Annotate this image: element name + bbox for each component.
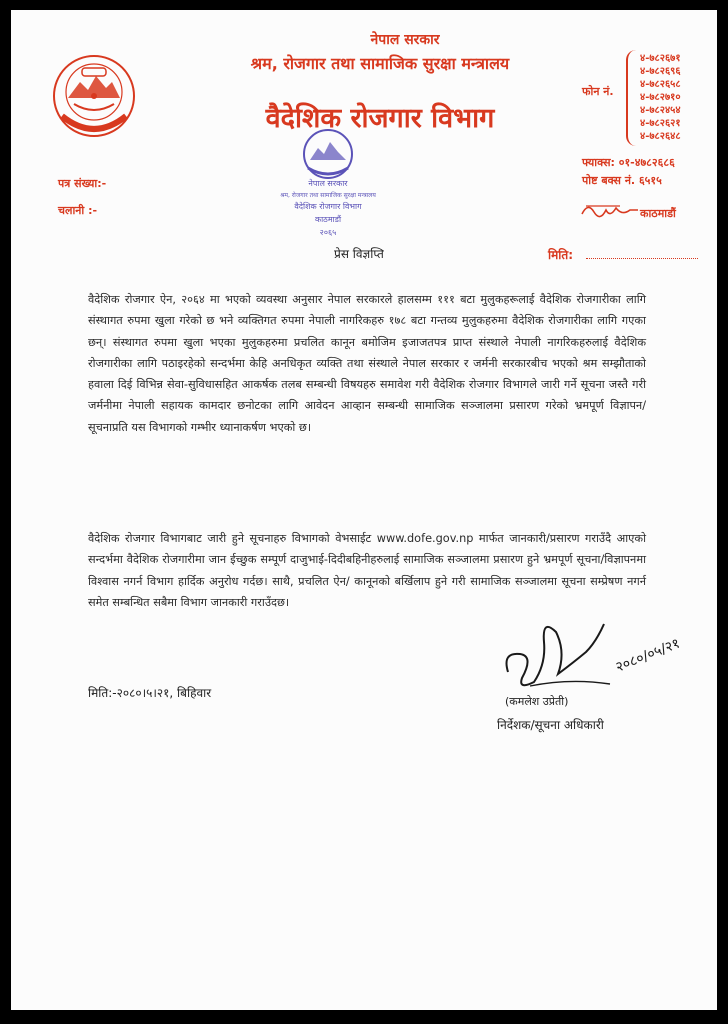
issue-date: मिति:-२०८०।५।२१, बिहिवार [88,686,212,700]
official-stamp [268,122,388,244]
date-label: मिति: [548,248,574,262]
po-box: पोष्ट बक्स नं. ६५१५ [582,174,662,187]
press-release-title: प्रेस विज्ञप्ति [334,247,384,261]
nepal-emblem-icon [50,52,138,140]
phone-brace [626,50,638,146]
signature-date: २०८०/०५/२१ [613,635,683,676]
city-name: काठमाडौं [640,207,676,220]
official-signature [500,612,690,702]
header-government: नेपाल सरकार [370,32,440,48]
stamp-line-4: काठमाडौं [314,215,342,224]
phone-number: ४-७८२६२१ [640,118,681,129]
stamp-line-3: वैदेशिक रोजगार विभाग [294,202,362,211]
stamp-line-5: २०६५ [319,228,337,237]
phone-list [640,52,681,143]
body-paragraph-2: वैदेशिक रोजगार विभागबाट जारी हुने सूचनाहरु विभागको वेभसाईट www.dofe.gov.np मार्फत जानकारी/प्रसारण गराउँदै आएको सन्दर्भमा वैदेशिक रोजगारीमा जान ईच्छुक सम्पूर्ण दाजुभाई-दिदीबहिनीहरुलाई सामाजिक सञ्जालमा प्रसारण हुने भ्रमपूर्ण सूचना/विज्ञापनमा विश्वास नगर्न विभाग हार्दिक अनुरोध गर्दछ। साथै, प्रचलित ऐन/ कानूनको बर्खिलाप हुने गरी सामाजिक सञ्जालमा सूचना सम्प्रेषण नगर्न समेत सम्बन्धित सबैमा विभाग जानकारी गराउँदछ। [88,532,646,609]
officer-title: निर्देशक/सूचना अधिकारी [497,718,604,732]
header-department: वैदेशिक रोजगार विभाग [265,103,495,134]
phone-number: ४-७८२६५८ [640,79,681,90]
reference-number-label: पत्र संख्या:- [58,177,107,190]
phone-number: ४-७८२६४८ [640,131,681,142]
fax-number: फ्याक्स: ०१-४७८२६८६ [582,156,675,169]
header-ministry: श्रम, रोजगार तथा सामाजिक सुरक्षा मन्त्रालय [250,54,510,73]
body-paragraph-1: वैदेशिक रोजगार ऐन, २०६४ मा भएको व्यवस्था अनुसार नेपाल सरकारले हालसम्म १११ बटा मुलुकहरूलाई वैदेशिक रोजगारीका लागि संस्थागत रुपमा खुला गरेको छ भने व्यक्तिगत रुपमा नेपाली नागरिकहरु १७८ बटा गन्तव्य मुलुकहरुमा वैदेशिक रोजगारीका लागि गएका छन्। संस्थागत रुपमा खुला भएका मुलुकहरुमा प्रचलित कानून बमोजिम इजाजतपत्र प्राप्त संस्थाले नेपाली नागरिकहरुलाई वैदेशिक रोजगारीका लागि पठाइरहेको सन्दर्भमा केहि अनधिकृत व्यक्ति तथा संस्थाले नेपाल सरकार र जर्मनी सरकारबीच भएको श्रम सम्झौताको हवाला दिई विभिन्न सेवा-सुविधासहित आकर्षक तलब सम्बन्धी विषयहरु समावेश गरी वैदेशिक रोजगार विभागले जारी गर्ने सूचना जस्तै गरी जर्मनीमा नेपाली सहायक कामदार छनोटका लागि आवेदन आव्हान सम्बन्धी सामाजिक सञ्जालमा प्रसारण गरेको भ्रमपूर्ण विज्ञापन/सूचनाप्रति यस विभागको गम्भीर ध्यानाकर्षण भएको छ। [88,293,646,434]
handwritten-signature-icon [580,200,640,224]
date-dotted-line [586,248,698,259]
phone-number: ४-७८२६७१ [640,53,681,64]
officer-name: (कमलेश उप्रेती) [505,695,569,708]
phone-number: ४-७८२७१० [640,92,681,103]
phone-number: ४-७८२६९६ [640,66,681,77]
stamp-line-1: नेपाल सरकार [308,179,348,188]
phone-label: फोन नं. [582,85,614,98]
phone-number: ४-७८२४५४ [640,105,681,116]
dispatch-number-label: चलानी :- [58,204,98,217]
stamp-line-2: श्रम, रोजगार तथा सामाजिक सुरक्षा मन्त्रालय [280,192,376,199]
